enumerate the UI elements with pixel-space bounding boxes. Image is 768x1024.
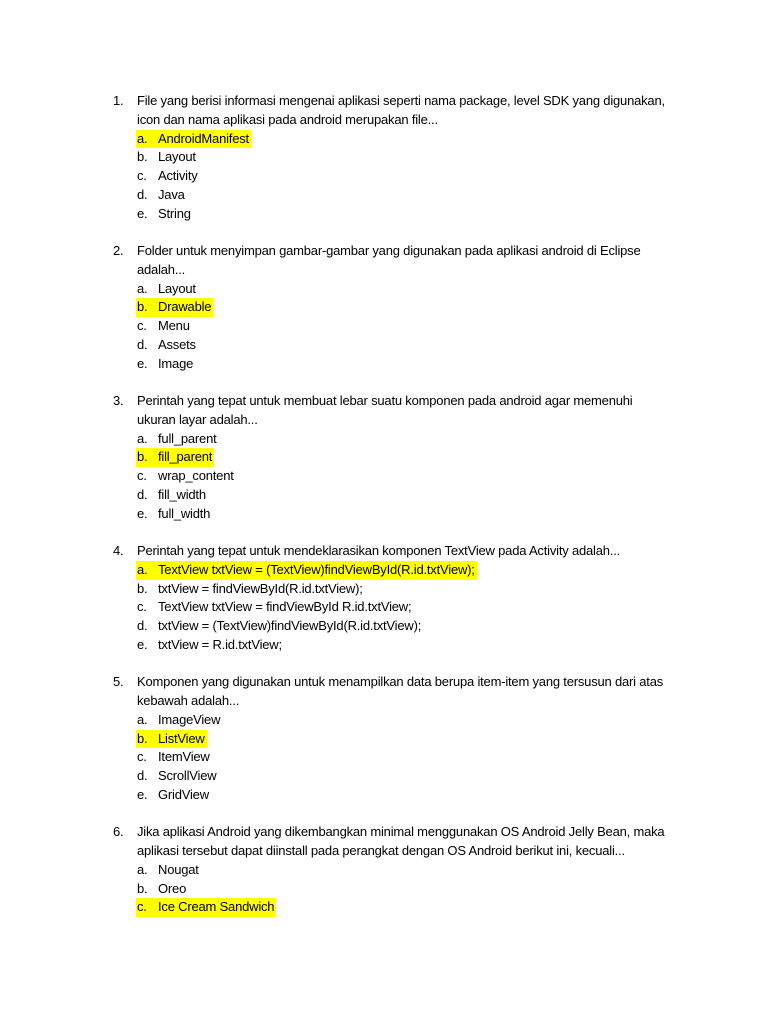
question-text-line: icon dan nama aplikasi pada android merupakan file... [137,111,438,127]
option-list [0,861,768,917]
option-c-label [136,317,192,336]
option-c-label [136,167,200,186]
option-d-label [136,486,208,505]
option-c-label [136,598,413,617]
option-letter: d. [137,186,148,202]
option-text: txtView = (TextView)findViewById(R.id.txtView); [158,618,422,633]
option-text: Nougat [158,861,199,877]
option-b [0,148,768,167]
option-e-label [136,205,193,224]
question-header [0,242,768,280]
question-text-line: Komponen yang digunakan untuk menampilkan data berupa item-item yang tersusun dari atas [137,674,664,690]
question-text-line: Jika aplikasi Android yang dikembangkan minimal menggunakan OS Android Jelly Bean, maka [137,824,665,840]
option-b-label [136,148,198,167]
option-d [0,617,768,636]
question-header [0,392,768,430]
option-d [0,336,768,355]
option-letter: a. [137,711,148,727]
question-number: 1. [113,93,124,108]
option-letter: b. [137,880,148,896]
option-a-label [136,280,198,299]
question-number: 6. [113,824,124,840]
option-e [0,355,768,374]
option-text: ScrollView [158,768,217,783]
question-header [0,673,768,711]
option-letter: d. [137,486,148,502]
option-d [0,767,768,786]
option-b [0,448,768,467]
option-b [0,580,768,599]
option-a [0,130,768,149]
option-d-label [136,186,187,205]
option-letter: b. [137,580,148,596]
option-c [0,748,768,767]
option-e [0,505,768,524]
option-text: TextView txtView = (TextView)findViewById(R.id.txtView); [158,561,475,577]
option-c-label [136,748,212,767]
option-text: AndroidManifest [158,130,249,146]
question-text-line: ukuran layar adalah... [137,411,258,427]
option-a [0,561,768,580]
option-c [0,598,768,617]
option-letter: c. [137,318,147,333]
option-letter: c. [137,168,147,183]
option-letter: d. [137,336,148,352]
option-e [0,205,768,224]
question-text-line: kebawah adalah... [137,693,240,708]
option-text: String [158,205,191,221]
question-3 [0,392,768,523]
option-text: txtView = R.id.txtView; [158,636,282,652]
option-letter: a. [137,430,148,446]
option-b [0,880,768,899]
question-number: 2. [113,243,124,258]
option-a [0,280,768,299]
option-e-label [136,786,211,805]
option-b-label [136,730,207,749]
option-a [0,711,768,730]
option-list [0,711,768,805]
option-b-label [136,880,188,899]
question-1 [0,92,768,223]
option-letter: c. [137,899,147,915]
option-letter: c. [137,599,147,615]
question-text [137,542,620,561]
option-letter: d. [137,618,148,633]
option-a-label [136,130,251,149]
option-b-label [136,298,213,317]
question-header [0,542,768,561]
option-letter: b. [137,730,148,746]
option-letter: c. [137,468,147,483]
question-text-line: File yang berisi informasi mengenai aplikasi seperti nama package, level SDK yang digunakan, [137,93,665,108]
option-letter: a. [137,130,148,146]
option-text: Java [158,186,185,202]
option-e [0,786,768,805]
option-text: fill_width [158,486,206,502]
question-text [137,392,632,430]
option-letter: e. [137,505,148,521]
option-c [0,317,768,336]
question-text-line: aplikasi tersebut dapat diinstall pada perangkat dengan OS Android berikut ini, kecuali... [137,843,625,858]
option-e-label [136,505,212,524]
option-letter: e. [137,205,148,221]
option-b [0,730,768,749]
option-b-label [136,448,214,467]
option-text: Assets [158,336,196,352]
option-b [0,298,768,317]
question-header [0,92,768,130]
question-text-line: Folder untuk menyimpan gambar-gambar yang digunakan pada aplikasi android di Eclipse [137,243,641,258]
option-d [0,186,768,205]
option-letter: d. [137,768,148,783]
question-header [0,823,768,861]
option-text: Layout [158,149,196,165]
option-d-label [136,617,423,636]
option-letter: b. [137,149,148,165]
option-a-label [136,561,477,580]
option-list [0,130,768,224]
question-6 [0,823,768,917]
question-4 [0,542,768,655]
option-text: Ice Cream Sandwich [158,899,275,915]
option-c-label [136,898,276,917]
option-text: full_parent [158,430,217,446]
question-text-line: Perintah yang tepat untuk mendeklarasikan komponen TextView pada Activity adalah... [137,543,621,558]
option-a-label [136,861,201,880]
option-a-label [136,711,222,730]
option-text: Image [158,355,194,371]
option-c [0,167,768,186]
option-list [0,280,768,374]
question-text [137,673,663,711]
option-text: TextView txtView = findViewById R.id.txtView; [158,599,412,615]
option-e-label [136,636,284,655]
option-c-label [136,467,236,486]
option-a [0,861,768,880]
option-letter: a. [137,561,148,577]
option-letter: a. [137,280,148,296]
option-text: GridView [158,786,209,802]
option-c [0,898,768,917]
option-text: Oreo [158,880,187,896]
question-5 [0,673,768,804]
question-text [137,823,664,861]
option-text: ItemView [158,749,210,765]
option-text: fill_parent [158,449,213,465]
option-list [0,561,768,655]
option-e [0,636,768,655]
option-e-label [136,355,195,374]
option-text: ListView [158,730,205,746]
question-text-line: adalah... [137,261,186,277]
option-d-label [136,767,218,786]
option-letter: e. [137,355,148,371]
question-number: 5. [113,674,124,690]
option-text: ImageView [158,711,221,727]
question-text-line: Perintah yang tepat untuk membuat lebar suatu komponen pada android agar memenuhi [137,393,633,408]
option-letter: b. [137,449,148,465]
option-letter: c. [137,749,147,765]
option-text: Menu [158,318,190,333]
option-d-label [136,336,198,355]
option-letter: b. [137,299,148,315]
question-number: 3. [113,393,124,408]
option-letter: a. [137,861,148,877]
option-list [0,430,768,524]
option-a-label [136,430,219,449]
option-text: Layout [158,280,196,296]
option-letter: e. [137,636,148,652]
option-text: Drawable [158,299,212,315]
question-text [137,92,665,130]
option-text: full_width [158,505,211,521]
option-d [0,486,768,505]
question-text [137,242,641,280]
option-letter: e. [137,786,148,802]
option-text: wrap_content [158,468,234,483]
option-b-label [136,580,365,599]
option-text: Activity [158,168,198,183]
option-text: txtView = findViewById(R.id.txtView); [158,580,363,596]
question-number: 4. [113,543,124,558]
option-a [0,430,768,449]
option-c [0,467,768,486]
question-2 [0,242,768,373]
